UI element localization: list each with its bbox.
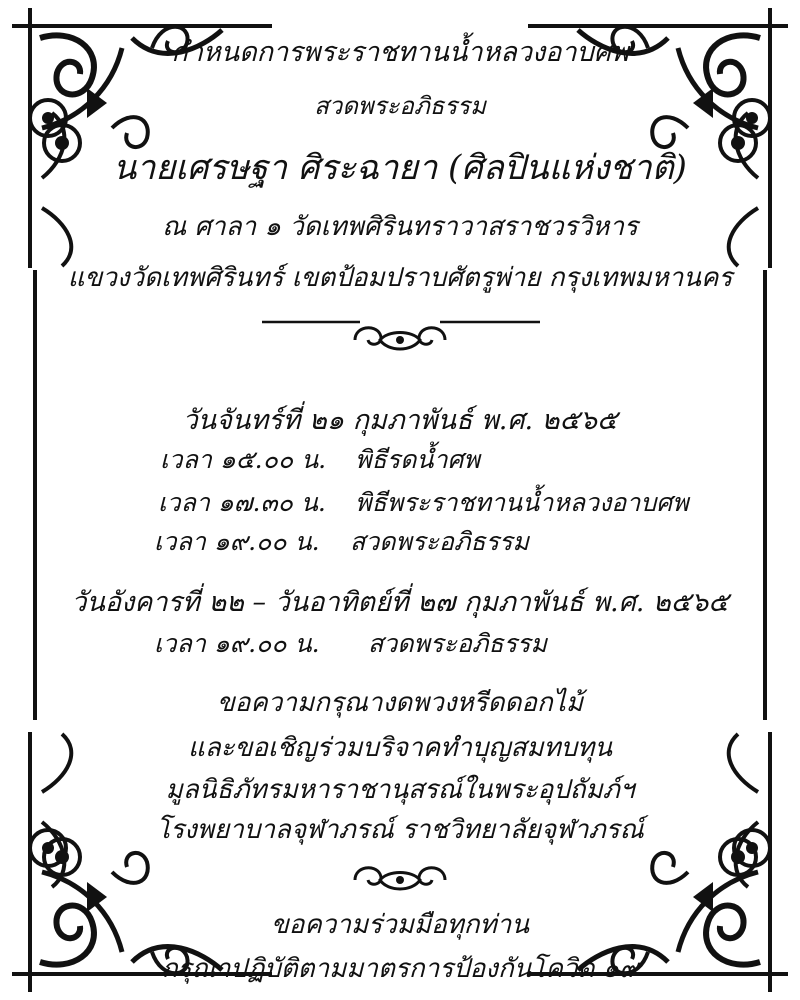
venue-line-1: ณ ศาลา ๑ วัดเทพศิรินทราวาสราชวรวิหาร xyxy=(162,212,638,242)
footer-line-2: กรุณาปฏิบัติตามมาตรการป้องกันโควิด ๑๙ xyxy=(161,954,639,984)
page-title: กำหนดการพระราชทานน้ำหลวงอาบศพ xyxy=(171,37,629,68)
schedule-event: สวดพระอภิธรรม xyxy=(368,629,547,658)
schedule-time: เวลา ๑๗.๓๐ น. xyxy=(158,488,326,517)
message-line-2: และขอเชิญร่วมบริจาคทำบุญสมทบทุน xyxy=(187,733,613,763)
venue-line-2: แขวงวัดเทพศิรินทร์ เขตป้อมปราบศัตรูพ่าย กรุงเทพมหานคร xyxy=(67,263,733,293)
page-subtitle: สวดพระอภิธรรม xyxy=(314,92,486,120)
schedule-event: สวดพระอภิธรรม xyxy=(350,527,529,556)
message-line-4: โรงพยาบาลจุฬาภรณ์ ราชวิทยาลัยจุฬาภรณ์ xyxy=(156,815,644,845)
schedule-time: เวลา ๑๕.๐๐ น. xyxy=(160,445,327,474)
deceased-name: นายเศรษฐา ศิระฉายา (ศิลปินแห่งชาติ) xyxy=(113,148,687,188)
schedule-time: เวลา ๑๙.๐๐ น. xyxy=(154,629,320,658)
schedule-event: พิธีรดน้ำศพ xyxy=(355,445,480,474)
schedule-event: พิธีพระราชทานน้ำหลวงอาบศพ xyxy=(355,488,689,517)
day1-date: วันจันทร์ที่ ๒๑ กุมภาพันธ์ พ.ศ. ๒๕๖๕ xyxy=(182,405,618,436)
schedule-time: เวลา ๑๙.๐๐ น. xyxy=(154,527,320,556)
message-line-3: มูลนิธิภัทรมหาราชานุสรณ์ในพระอุปถัมภ์ฯ xyxy=(165,775,635,805)
footer-line-1: ขอความร่วมมือทุกท่าน xyxy=(271,910,529,940)
message-line-1: ขอความกรุณางดพวงหรีดดอกไม้ xyxy=(216,688,583,718)
day2-date: วันอังคารที่ ๒๒ – วันอาทิตย์ที่ ๒๗ กุมภาพันธ์ พ.ศ. ๒๕๖๕ xyxy=(71,587,729,618)
